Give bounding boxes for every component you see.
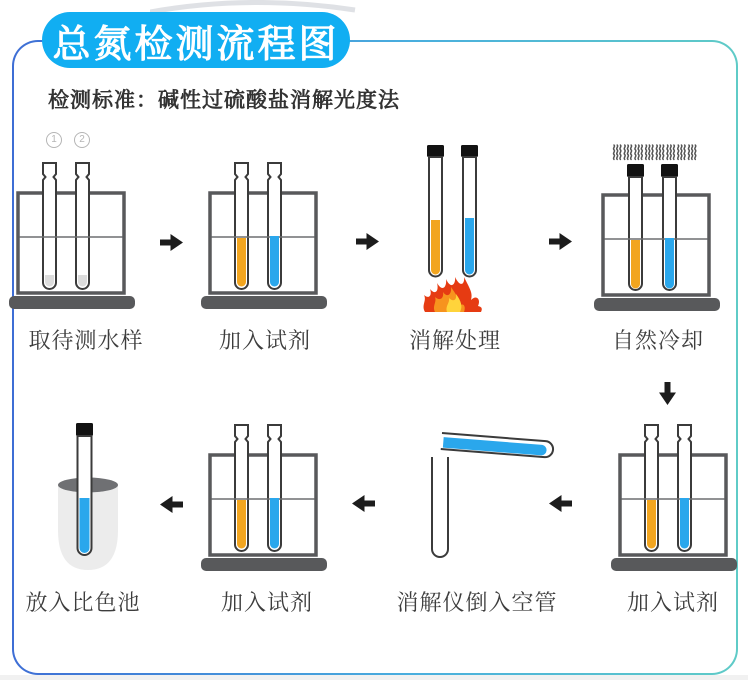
arrow-right-icon (356, 233, 379, 250)
tube-cap (627, 164, 644, 177)
arrow-right-icon (160, 234, 183, 251)
orange-reagent (647, 500, 656, 549)
tube-rack (210, 455, 316, 555)
pouring-tube-illustration (385, 425, 570, 567)
stage-caption: 消解仪倒入空管 (396, 590, 558, 615)
tube-number-badge-1: 1 (46, 132, 62, 148)
tube-rack (18, 193, 124, 293)
blue-solution (80, 498, 90, 553)
arrow-left-icon (160, 496, 183, 513)
stage-caption: 放入比色池 (25, 590, 141, 615)
stage-caption: 取待测水样 (28, 328, 144, 353)
blue-reagent (680, 498, 689, 549)
tube-cap (427, 145, 444, 157)
test-tube (43, 163, 56, 289)
orange-reagent (631, 240, 640, 289)
test-tube (76, 163, 89, 289)
rack-base (594, 298, 720, 311)
blue-reagent (465, 218, 474, 275)
rack-base (9, 296, 135, 309)
page-bottom-edge (0, 675, 748, 680)
digestion-tubes-illustration (415, 143, 495, 315)
standard-note: 检测标准：碱性过硫酸盐消解光度法 (48, 89, 400, 112)
arrow-down-icon (659, 382, 676, 405)
stage-caption: 自然冷却 (611, 328, 704, 353)
stage-caption: 加入试剂 (220, 590, 313, 615)
tube-rack (210, 193, 316, 293)
rack-sample-tubes-illustration (9, 159, 135, 309)
blue-reagent (270, 236, 279, 287)
stage-caption: 加入试剂 (626, 590, 719, 615)
page-border-frame (12, 40, 738, 675)
stage-caption: 消解处理 (408, 328, 501, 353)
rack-base (611, 558, 737, 571)
rack-base (201, 558, 327, 571)
tube-rack (603, 195, 709, 295)
cooling-rack-illustration (594, 143, 720, 311)
arrow-right-icon (549, 233, 572, 250)
tube-number-badge-2: 2 (74, 132, 90, 148)
page-title: 总氮检测流程图 (52, 23, 340, 66)
colorimetric-cup-illustration (48, 420, 128, 575)
blue-reagent (665, 238, 674, 289)
orange-reagent (237, 238, 246, 287)
flame-icon (424, 277, 482, 312)
tube-cap (461, 145, 478, 157)
title-banner (42, 12, 350, 68)
water-sample (78, 275, 87, 287)
rack-base (201, 296, 327, 309)
stage-caption: 加入试剂 (218, 328, 311, 353)
tube-rack (620, 455, 726, 555)
empty-tube (432, 457, 448, 557)
arrow-left-icon (352, 495, 375, 512)
orange-reagent (237, 500, 246, 549)
tube-cap (661, 164, 678, 177)
water-sample (45, 275, 54, 287)
blue-reagent (270, 498, 279, 549)
rack-reagent-tubes-illustration (201, 159, 327, 309)
rack-reagent-tubes-illustration (201, 421, 327, 571)
tilted-pouring-tube (441, 433, 554, 458)
orange-reagent (431, 220, 440, 275)
tube-cap (76, 423, 93, 436)
rack-reagent-tubes-illustration (611, 421, 737, 571)
steam-icon (613, 145, 695, 159)
